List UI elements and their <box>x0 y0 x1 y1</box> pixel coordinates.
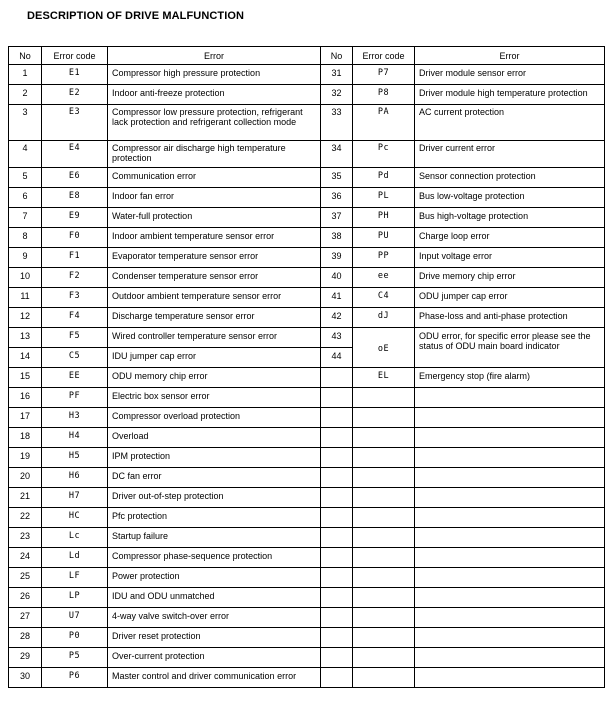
error-code: P7 <box>353 65 415 85</box>
row-number: 35 <box>321 168 353 188</box>
error-description: Over-current protection <box>108 648 321 668</box>
row-number: 25 <box>9 568 42 588</box>
table-row <box>9 141 605 168</box>
row-number: 41 <box>321 288 353 308</box>
empty-cell <box>353 548 415 568</box>
row-number <box>321 368 353 388</box>
error-code: HC <box>42 508 108 528</box>
row-number: 20 <box>9 468 42 488</box>
empty-cell <box>321 548 353 568</box>
empty-cell <box>321 448 353 468</box>
header-error: Error <box>415 47 605 65</box>
table-row <box>9 668 605 688</box>
row-number: 26 <box>9 588 42 608</box>
empty-cell <box>353 508 415 528</box>
error-code: H6 <box>42 468 108 488</box>
empty-cell <box>353 588 415 608</box>
error-description: Condenser temperature sensor error <box>108 268 321 288</box>
error-code: E1 <box>42 65 108 85</box>
error-code: PH <box>353 208 415 228</box>
table-row <box>9 248 605 268</box>
error-description: Driver module high temperature protection <box>415 85 605 105</box>
error-description: Indoor ambient temperature sensor error <box>108 228 321 248</box>
empty-cell <box>321 428 353 448</box>
error-description: Evaporator temperature sensor error <box>108 248 321 268</box>
table-row <box>9 468 605 488</box>
error-code: E6 <box>42 168 108 188</box>
row-number: 37 <box>321 208 353 228</box>
error-code: PP <box>353 248 415 268</box>
error-description: Drive memory chip error <box>415 268 605 288</box>
row-number: 8 <box>9 228 42 248</box>
table-row <box>9 65 605 85</box>
empty-cell <box>321 388 353 408</box>
error-description: DC fan error <box>108 468 321 488</box>
row-number: 36 <box>321 188 353 208</box>
error-description: Phase-loss and anti-phase protection <box>415 308 605 328</box>
empty-cell <box>415 668 605 688</box>
error-description: Power protection <box>108 568 321 588</box>
header-error: Error <box>108 47 321 65</box>
empty-cell <box>415 428 605 448</box>
error-code: E4 <box>42 141 108 168</box>
row-number: 21 <box>9 488 42 508</box>
table-row <box>9 568 605 588</box>
empty-cell <box>321 408 353 428</box>
error-code: PF <box>42 388 108 408</box>
error-description: Input voltage error <box>415 248 605 268</box>
error-code: dJ <box>353 308 415 328</box>
error-description: Master control and driver communication error <box>108 668 321 688</box>
table-row <box>9 508 605 528</box>
table-row <box>9 368 605 388</box>
error-code: PA <box>353 105 415 141</box>
empty-cell <box>353 628 415 648</box>
empty-cell <box>321 608 353 628</box>
row-number: 28 <box>9 628 42 648</box>
table-row <box>9 105 605 141</box>
row-number: 10 <box>9 268 42 288</box>
error-description: IDU jumper cap error <box>108 348 321 368</box>
empty-cell <box>321 628 353 648</box>
row-number: 17 <box>9 408 42 428</box>
error-description: 4-way valve switch-over error <box>108 608 321 628</box>
row-number: 23 <box>9 528 42 548</box>
error-description: Driver reset protection <box>108 628 321 648</box>
row-number: 34 <box>321 141 353 168</box>
error-code: Pd <box>353 168 415 188</box>
row-number: 39 <box>321 248 353 268</box>
error-code: F0 <box>42 228 108 248</box>
empty-cell <box>415 628 605 648</box>
empty-cell <box>353 468 415 488</box>
table-row <box>9 308 605 328</box>
error-code: ee <box>353 268 415 288</box>
table-row <box>9 268 605 288</box>
row-number: 3 <box>9 105 42 141</box>
empty-cell <box>321 488 353 508</box>
error-code: H7 <box>42 488 108 508</box>
empty-cell <box>353 528 415 548</box>
empty-cell <box>353 648 415 668</box>
row-number: 18 <box>9 428 42 448</box>
error-code: F1 <box>42 248 108 268</box>
error-description: Emergency stop (fire alarm) <box>415 368 605 388</box>
error-code: P5 <box>42 648 108 668</box>
empty-cell <box>321 648 353 668</box>
error-description: Compressor low pressure protection, refrigerant lack protection and refrigerant collection mode <box>108 105 321 141</box>
page-title: DESCRIPTION OF DRIVE MALFUNCTION <box>27 10 245 22</box>
empty-cell <box>353 568 415 588</box>
row-number: 1 <box>9 65 42 85</box>
empty-cell <box>321 508 353 528</box>
table-row <box>9 588 605 608</box>
row-number: 6 <box>9 188 42 208</box>
row-number: 27 <box>9 608 42 628</box>
table-row <box>9 168 605 188</box>
empty-cell <box>353 448 415 468</box>
error-code: LP <box>42 588 108 608</box>
table-row <box>9 528 605 548</box>
error-code: H5 <box>42 448 108 468</box>
error-code: C4 <box>353 288 415 308</box>
error-description: Compressor high pressure protection <box>108 65 321 85</box>
empty-cell <box>353 488 415 508</box>
row-number: 31 <box>321 65 353 85</box>
error-description: Sensor connection protection <box>415 168 605 188</box>
error-code: P8 <box>353 85 415 105</box>
empty-cell <box>415 548 605 568</box>
row-number: 5 <box>9 168 42 188</box>
table-header-row <box>9 47 605 65</box>
error-description: Driver module sensor error <box>415 65 605 85</box>
table-row <box>9 548 605 568</box>
row-number: 7 <box>9 208 42 228</box>
header-error-code: Error code <box>42 47 108 65</box>
error-code: H3 <box>42 408 108 428</box>
error-code: F3 <box>42 288 108 308</box>
empty-cell <box>415 568 605 588</box>
error-description: Bus high-voltage protection <box>415 208 605 228</box>
error-description: Bus low-voltage protection <box>415 188 605 208</box>
empty-cell <box>321 668 353 688</box>
table-row <box>9 408 605 428</box>
error-code: E8 <box>42 188 108 208</box>
empty-cell <box>353 428 415 448</box>
error-code: oE <box>353 328 415 368</box>
error-code: F5 <box>42 328 108 348</box>
error-description: Driver current error <box>415 141 605 168</box>
error-code: H4 <box>42 428 108 448</box>
row-number: 13 <box>9 328 42 348</box>
error-code: PU <box>353 228 415 248</box>
empty-cell <box>415 528 605 548</box>
empty-cell <box>353 408 415 428</box>
error-description: Water-full protection <box>108 208 321 228</box>
row-number: 14 <box>9 348 42 368</box>
empty-cell <box>415 488 605 508</box>
table-row <box>9 208 605 228</box>
header-error-code: Error code <box>353 47 415 65</box>
row-number: 29 <box>9 648 42 668</box>
error-description: Communication error <box>108 168 321 188</box>
empty-cell <box>353 608 415 628</box>
error-code: PL <box>353 188 415 208</box>
error-description: AC current protection <box>415 105 605 141</box>
table-row <box>9 488 605 508</box>
row-number: 11 <box>9 288 42 308</box>
table-row <box>9 85 605 105</box>
error-code-table <box>8 46 605 688</box>
header-no: No <box>321 47 353 65</box>
error-description: Electric box sensor error <box>108 388 321 408</box>
empty-cell <box>415 408 605 428</box>
table-row <box>9 388 605 408</box>
error-description: ODU memory chip error <box>108 368 321 388</box>
empty-cell <box>415 388 605 408</box>
row-number: 44 <box>321 348 353 368</box>
empty-cell <box>321 588 353 608</box>
table-row <box>9 328 605 348</box>
header-no: No <box>9 47 42 65</box>
table-row <box>9 448 605 468</box>
empty-cell <box>353 668 415 688</box>
row-number: 2 <box>9 85 42 105</box>
error-code: U7 <box>42 608 108 628</box>
row-number: 16 <box>9 388 42 408</box>
error-code: EL <box>353 368 415 388</box>
error-description: ODU jumper cap error <box>415 288 605 308</box>
error-description: Indoor anti-freeze protection <box>108 85 321 105</box>
row-number: 9 <box>9 248 42 268</box>
error-code: LF <box>42 568 108 588</box>
empty-cell <box>353 388 415 408</box>
error-description: IPM protection <box>108 448 321 468</box>
row-number: 43 <box>321 328 353 348</box>
table-row <box>9 428 605 448</box>
empty-cell <box>321 468 353 488</box>
row-number: 33 <box>321 105 353 141</box>
table-row <box>9 628 605 648</box>
empty-cell <box>321 568 353 588</box>
table-row <box>9 648 605 668</box>
empty-cell <box>415 468 605 488</box>
table-row <box>9 188 605 208</box>
error-code: E3 <box>42 105 108 141</box>
row-number: 32 <box>321 85 353 105</box>
error-description: IDU and ODU unmatched <box>108 588 321 608</box>
empty-cell <box>415 608 605 628</box>
error-description: Compressor overload protection <box>108 408 321 428</box>
error-description: ODU error, for specific error please see the status of ODU main board indicator <box>415 328 605 368</box>
row-number: 15 <box>9 368 42 388</box>
error-description: Indoor fan error <box>108 188 321 208</box>
error-code: EE <box>42 368 108 388</box>
error-description: Discharge temperature sensor error <box>108 308 321 328</box>
empty-cell <box>415 508 605 528</box>
table-row <box>9 288 605 308</box>
error-code: F2 <box>42 268 108 288</box>
row-number: 42 <box>321 308 353 328</box>
row-number: 30 <box>9 668 42 688</box>
error-description: Wired controller temperature sensor error <box>108 328 321 348</box>
empty-cell <box>415 648 605 668</box>
row-number: 12 <box>9 308 42 328</box>
error-description: Overload <box>108 428 321 448</box>
error-code: Pc <box>353 141 415 168</box>
error-code: P0 <box>42 628 108 648</box>
row-number: 38 <box>321 228 353 248</box>
table-row <box>9 608 605 628</box>
error-code: P6 <box>42 668 108 688</box>
error-description: Driver out-of-step protection <box>108 488 321 508</box>
row-number: 19 <box>9 448 42 468</box>
error-code: F4 <box>42 308 108 328</box>
row-number: 40 <box>321 268 353 288</box>
empty-cell <box>415 448 605 468</box>
row-number: 4 <box>9 141 42 168</box>
table-row <box>9 228 605 248</box>
empty-cell <box>415 588 605 608</box>
error-description: Charge loop error <box>415 228 605 248</box>
error-description: Pfc protection <box>108 508 321 528</box>
error-code: E2 <box>42 85 108 105</box>
error-description: Startup failure <box>108 528 321 548</box>
error-code: E9 <box>42 208 108 228</box>
empty-cell <box>321 528 353 548</box>
error-code: Ld <box>42 548 108 568</box>
row-number: 24 <box>9 548 42 568</box>
error-description: Compressor air discharge high temperature protection <box>108 141 321 168</box>
error-code: C5 <box>42 348 108 368</box>
row-number: 22 <box>9 508 42 528</box>
error-description: Outdoor ambient temperature sensor error <box>108 288 321 308</box>
error-description: Compressor phase-sequence protection <box>108 548 321 568</box>
error-code: Lc <box>42 528 108 548</box>
